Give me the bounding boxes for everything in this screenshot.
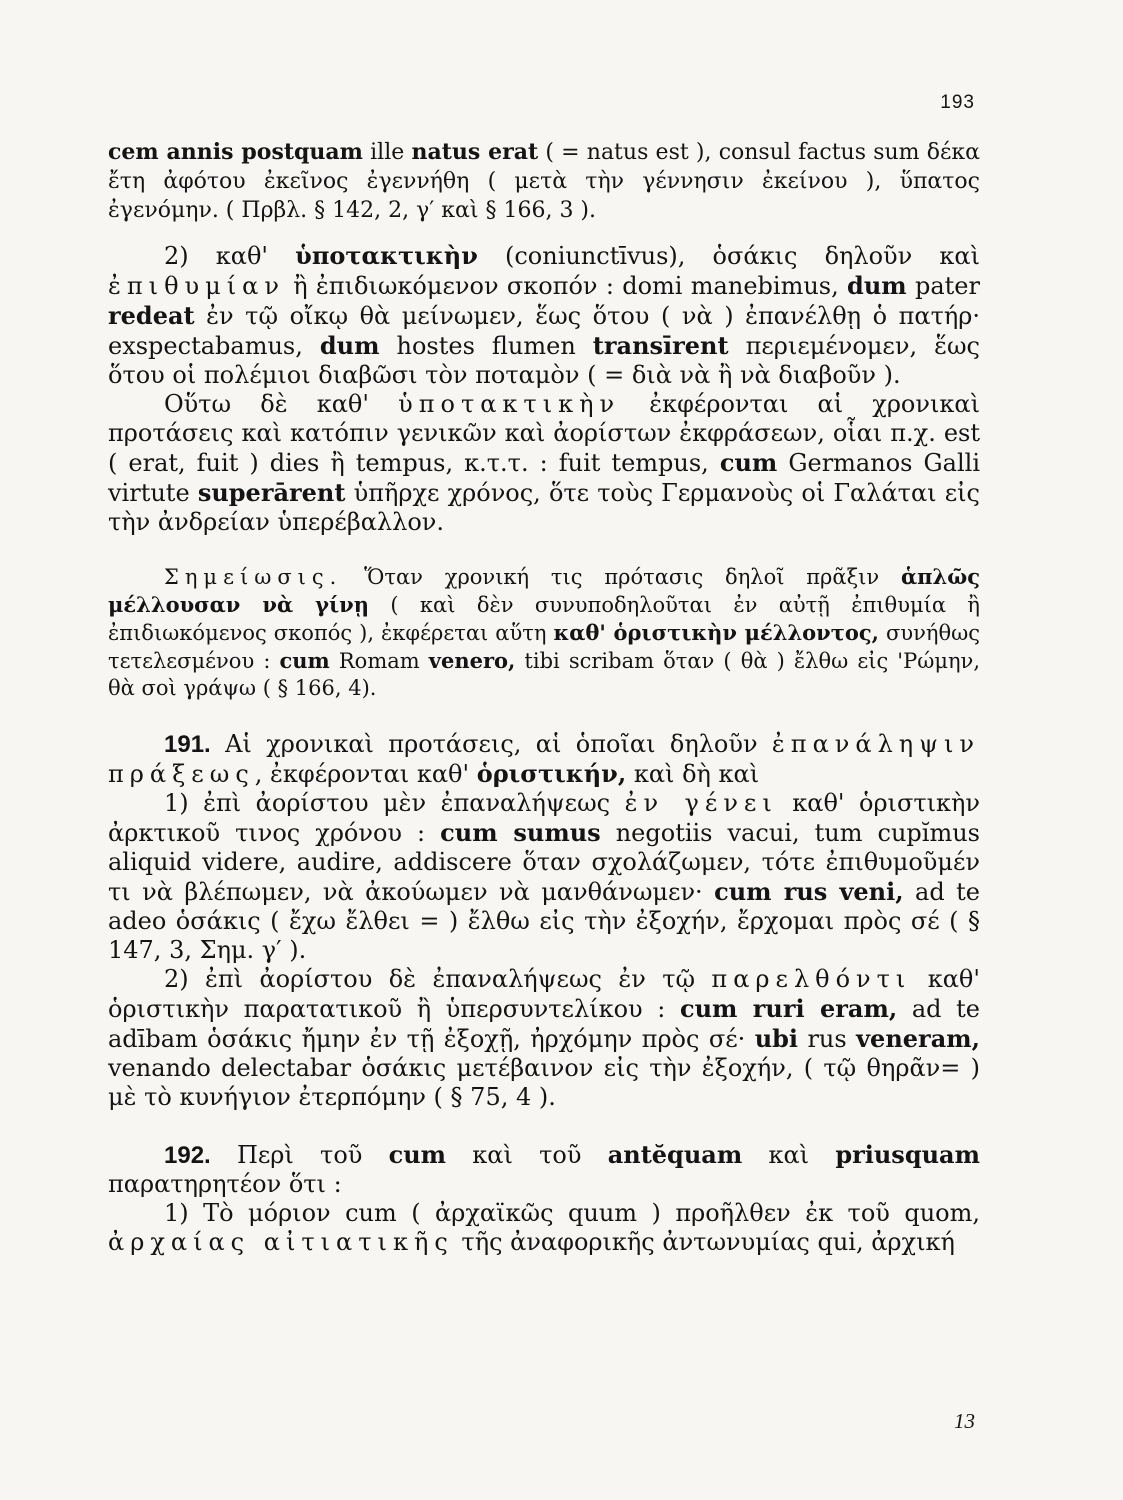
emph: cum xyxy=(388,1140,447,1169)
section-number: 191. xyxy=(164,731,211,758)
spaced-term: ἐπιθυμίαν xyxy=(108,272,285,300)
text: Αἱ χρονικαὶ προτάσεις, αἱ ὁποῖαι δηλοῦν xyxy=(210,730,772,758)
text: Romam xyxy=(329,649,429,673)
text: συνήθως τετελεσμένου : xyxy=(108,621,980,673)
emph: cem annis postquam xyxy=(108,139,363,165)
emph: ubi xyxy=(754,1024,799,1053)
page-number: 193 xyxy=(940,92,975,113)
text: Ὅταν χρονική τις πρότασις δηλοῖ πρᾶξιν xyxy=(342,565,901,589)
text: τῆς ἀναφορικῆς ἀντωνυμίας qui, ἀρχική xyxy=(453,1228,955,1256)
text: καὶ τοῦ xyxy=(446,1141,608,1169)
text: 1) Τὸ μόριον cum ( ἀρχαϊκῶς quum ) προῆλθεν ἐκ τοῦ quom, xyxy=(164,1199,980,1227)
paragraph-general-expressions xyxy=(108,390,980,537)
emph: dum xyxy=(847,271,907,300)
text: rus xyxy=(798,1025,857,1053)
emph: ἁπλῶς μέλλουσαν νὰ γίνῃ xyxy=(108,564,980,617)
spaced-term: ὑποτακτικὴν xyxy=(398,390,621,418)
emph: natus erat xyxy=(411,139,539,165)
emph: ὁριστικήν, xyxy=(476,759,627,788)
paragraph-cum-origin xyxy=(108,1199,980,1257)
note-paragraph xyxy=(108,563,980,702)
text: pater xyxy=(906,272,980,300)
emph: priusquam xyxy=(835,1140,980,1169)
paragraph-indefinite-repetition xyxy=(108,789,980,965)
text: Οὕτω δὲ καθ' xyxy=(164,390,399,418)
text: ἢ ἐπιδιωκόμενον σκοπόν : domi manebimus, xyxy=(284,272,848,300)
text: περιεμένομεν, ἕως ὅτου οἱ πολέμιοι διαβῶσι τὸν ποταμὸν ( = διὰ νὰ ἢ νὰ διαβοῦν ). xyxy=(108,332,980,389)
text: Germanos Galli virtute xyxy=(108,449,980,507)
page-body xyxy=(108,138,980,1257)
paragraph-past-repetition xyxy=(108,965,980,1112)
signature-mark: 13 xyxy=(954,1409,975,1433)
emph: cum rus veni, xyxy=(714,877,904,906)
emph: transīrent xyxy=(592,331,729,360)
section-191 xyxy=(108,730,980,789)
text: ( = natus est ), consul factus sum δέκα ἔτη ἀφότου ἐκεῖνος ἐγεννήθη ( μετὰ τὴν γέννησιν ἐκείνου ), ὕπατος ἐγενόμην. ( Πρβλ. § 142, 2, γ′ καὶ § 166, 3 ). xyxy=(108,140,980,223)
text: 2) ἐπὶ ἀορίστου δὲ ἐπαναλήψεως ἐν τῷ xyxy=(164,965,712,993)
spaced-term: ἐν γένει xyxy=(624,789,778,817)
text: ille xyxy=(362,140,412,165)
text: καθ' ὁριστικὴν παρατατικοῦ ἢ ὑπερσυντελίκου : xyxy=(108,965,980,1023)
text: καθ' ὁριστικὴν ἀρκτικοῦ τινος χρόνου : xyxy=(108,789,980,847)
note-label: Σημείωσις. xyxy=(164,565,343,589)
text: negotiis vacui, tum cupĭmus aliquid videre, audire, addiscere ὅταν σχολάζωμεν, τότε ἐπιθυμοῦμέν τι νὰ βλέπωμεν, νὰ ἀκούωμεν νὰ μανθάνωμεν· xyxy=(108,819,980,906)
emph: cum ruri eram, xyxy=(679,994,898,1023)
text: tibi scribam ὅταν ( θὰ ) ἔλθω εἰς 'Ρώμην, θὰ σοὶ γράψω ( § 166, 4). xyxy=(108,649,980,700)
section-number: 192. xyxy=(164,1142,211,1169)
spaced-term: παρελθόντι xyxy=(711,965,912,993)
text: Περὶ τοῦ xyxy=(210,1141,389,1169)
text: καὶ δὴ καὶ xyxy=(626,760,760,788)
section-192 xyxy=(108,1140,980,1199)
text: παρατηρητέον ὅτι : xyxy=(108,1170,342,1198)
paragraph-subjunctive xyxy=(108,241,980,390)
emph: ὑποτακτικὴν xyxy=(295,241,478,270)
emph: redeat xyxy=(108,301,195,330)
emph: antĕquam xyxy=(607,1140,743,1169)
text: venando delectabar ὁσάκις μετέβαινον εἰς τὴν ἐξοχήν, ( τῷ θηρᾶν= ) μὲ τὸ κυνήγιον ἐτερπόμην ( § 75, 4 ). xyxy=(108,1054,980,1111)
text: ad te adeo ὁσάκις ( ἔχω ἔλθει = ) ἔλθω εἰς τὴν ἐξοχήν, ἔρχομαι πρὸς σέ ( § 147, 3, Σημ. γ′ ). xyxy=(108,878,980,964)
text: ( καὶ δὲν συνυποδηλοῦται ἐν αὐτῇ ἐπιθυμία ἢ ἐπιδιωκόμενος σκοπός ), ἐκφέρεται αὕτη xyxy=(108,593,980,645)
text: 1) ἐπὶ ἀορίστου μὲν ἐπαναλήψεως xyxy=(164,789,625,817)
emph: venero, xyxy=(428,648,516,673)
paragraph-consul xyxy=(108,138,980,225)
emph: cum xyxy=(279,648,330,673)
spaced-term: ἐπανάληψιν πράξεως xyxy=(108,730,980,788)
text: 2) καθ' xyxy=(164,242,296,270)
text: , ἐκφέρονται καθ' xyxy=(254,760,477,788)
emph: cum xyxy=(719,448,778,477)
emph: cum sumus xyxy=(440,818,601,847)
text: ἐκφέρονται αἱ χρονικαὶ προτάσεις καὶ κατόπιν γενικῶν καὶ ἀορίστων ἐκφράσεων, οἷαι π.χ. est ( erat, fuit ) dies ἢ tempus, κ.τ.τ. : fuit tempus, xyxy=(108,390,980,477)
text: ad te adībam ὁσάκις ἤμην ἐν τῇ ἐξοχῇ, ἠρχόμην πρὸς σέ· xyxy=(108,995,980,1053)
text: hostes flumen xyxy=(379,332,593,360)
text: ὑπῆρχε χρόνος, ὅτε τοὺς Γερμανοὺς οἱ Γαλάται εἰς τὴν ἀνδρείαν ὑπερέβαλλον. xyxy=(108,479,980,536)
emph: καθ' ὁριστικὴν μέλλοντος, xyxy=(553,620,879,645)
emph: dum xyxy=(319,331,380,360)
emph: superārent xyxy=(197,478,346,507)
text: καὶ xyxy=(742,1141,836,1169)
text: (coniunctīvus), ὁσάκις δηλοῦν καὶ xyxy=(477,242,980,270)
spaced-term: ἀρχαίας αἰτιατικῆς xyxy=(108,1228,454,1256)
text: ἐν τῷ οἴκῳ θὰ μείνωμεν, ἕως ὅτου ( νὰ ) ἐπανέλθῃ ὁ πατήρ· exspectabamus, xyxy=(108,302,980,360)
emph: veneram, xyxy=(856,1024,980,1053)
